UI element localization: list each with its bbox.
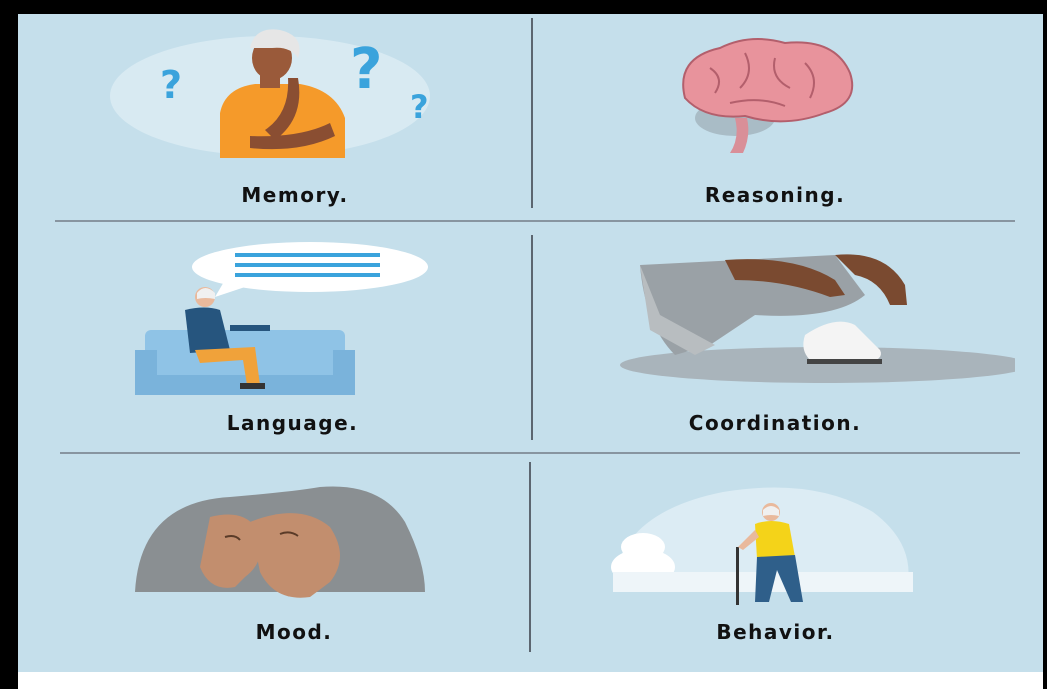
reasoning-label: Reasoning. — [704, 183, 846, 207]
svg-text:?: ? — [160, 63, 183, 107]
brain-illustration — [535, 18, 1015, 178]
memory-illustration — [60, 18, 530, 178]
cell-behavior — [533, 462, 1018, 662]
vertical-divider-top — [531, 18, 533, 208]
cell-language — [55, 235, 530, 445]
mood-illustration — [60, 462, 528, 617]
mood-label: Mood. — [255, 620, 333, 644]
svg-text:?: ? — [410, 88, 429, 126]
vertical-divider-bottom — [529, 462, 531, 652]
cell-coordination — [535, 235, 1015, 445]
behavior-illustration — [533, 462, 1018, 617]
horizontal-divider-1 — [55, 220, 1015, 222]
horizontal-divider-2 — [60, 452, 1020, 454]
cell-reasoning — [535, 18, 1015, 218]
vertical-divider-middle — [531, 235, 533, 440]
coordination-label: Coordination. — [688, 411, 862, 435]
cell-memory — [60, 18, 530, 218]
behavior-label: Behavior. — [716, 620, 835, 644]
memory-label: Memory. — [241, 183, 349, 207]
language-illustration — [55, 235, 530, 405]
bottom-strip — [18, 672, 1043, 689]
cell-mood — [60, 462, 528, 662]
svg-text:?: ? — [350, 37, 383, 102]
language-label: Language. — [226, 411, 359, 435]
coordination-illustration — [535, 235, 1015, 405]
